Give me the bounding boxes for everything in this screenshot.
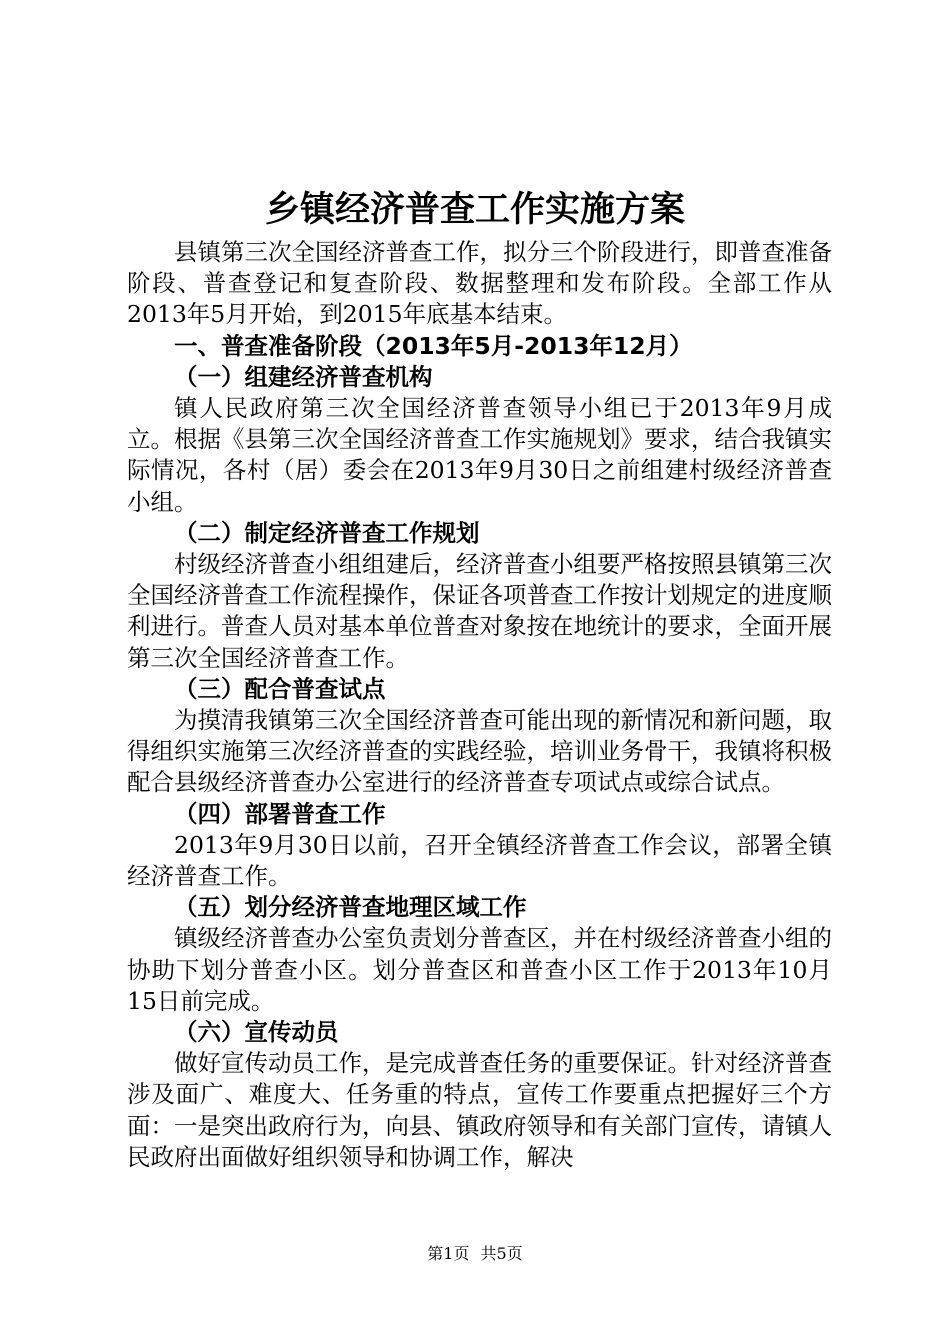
body-paragraph: 县镇第三次全国经济普查工作，拟分三个阶段进行，即普查准备阶段、普查登记和复查阶段、数据整理和发布阶段。全部工作从2013年5月开始，到2015年底基本结束。 — [127, 238, 832, 329]
document-body — [127, 237, 832, 1173]
section-heading: （六）宣传动员 — [174, 1018, 339, 1047]
section-heading: （二）制定经济普查工作规划 — [174, 518, 480, 547]
body-paragraph: 镇人民政府第三次全国经济普查领导小组已于2013年9月成立。根据《县第三次全国经济普查工作实施规划》要求，结合我镇实际情况，各村（居）委会在2013年9月30日之前组建村级经济普查小组。 — [127, 394, 832, 516]
body-paragraph: 做好宣传动员工作，是完成普查任务的重要保证。针对经济普查涉及面广、难度大、任务重的特点，宣传工作要重点把握好三个方面：一是突出政府行为，向县、镇政府领导和有关部门宣传，请镇人民政府出面做好组织领导和协调工作，解决 — [127, 1049, 832, 1171]
document-title: 乡镇经济普查工作实施方案 — [264, 190, 685, 230]
body-paragraph: 为摸清我镇第三次全国经济普查可能出现的新情况和新问题，取得组织实施第三次经济普查的实践经验，培训业务骨干，我镇将积极配合县级经济普查办公室进行的经济普查专项试点或综合试点。 — [127, 706, 832, 797]
section-heading: 一、普查准备阶段（2013年5月-2013年12月） — [174, 331, 693, 360]
page-total: 共5页 — [480, 1244, 523, 1263]
section-heading: （四）部署普查工作 — [174, 799, 386, 828]
body-paragraph: 村级经济普查小组组建后，经济普查小组要严格按照县镇第三次全国经济普查工作流程操作，保证各项普查工作按计划规定的进度顺利进行。普查人员对基本单位普查对象按在地统计的要求，全面开展第三次全国经济普查工作。 — [127, 550, 832, 672]
page-number: 第1页 — [427, 1244, 470, 1263]
section-heading: （五）划分经济普查地理区域工作 — [174, 893, 527, 922]
section-heading: （三）配合普查试点 — [174, 674, 386, 703]
section-heading: （一）组建经济普查机构 — [174, 362, 433, 391]
page-footer — [0, 1243, 950, 1265]
body-paragraph: 镇级经济普查办公室负责划分普查区，并在村级经济普查小组的协助下划分普查小区。划分普查区和普查小区工作于2013年10月15日前完成。 — [127, 924, 832, 1015]
body-paragraph: 2013年9月30日以前，召开全镇经济普查工作会议，部署全镇经济普查工作。 — [127, 830, 832, 891]
